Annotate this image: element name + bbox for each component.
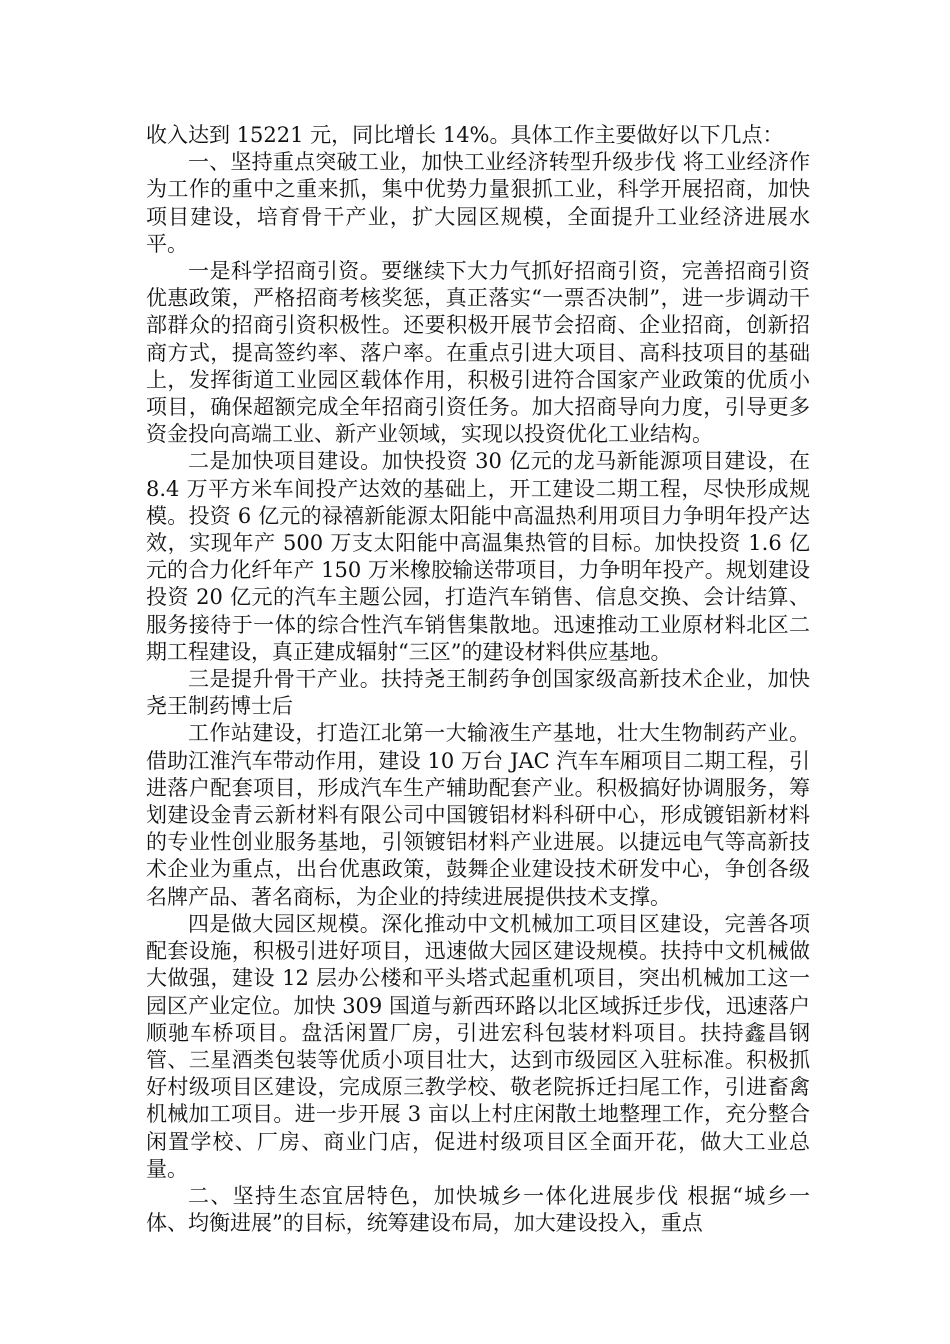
paragraph-project-construction: 二是加快项目建设。加快投资 30 亿元的龙马新能源项目建设，在 8.4 万平方米车间投产达效的基础上，开工建设二期工程，尽快形成规模。投资 6 亿元的禄禧新能源太阳能中高温热利用项目力争明年投产达效，实现年产 500 万支太阳能中高温集热管的目标。加快投资 1.6 亿元的合力化纤年产 150 万米橡胶输送带项目，力争明年投产。规划建设投资 20 亿元的汽车主题公园，打造汽车销售、信息交换、会计结算、服务接待于一体的综合性汽车销售集散地。迅速推动工业原材料北区二期工程建设，真正建成辐射“三区”的建设材料供应基地。 <box>146 449 810 664</box>
paragraph-investment-attraction: 一是科学招商引资。要继续下大力气抓好招商引资，完善招商引资优惠政策，严格招商考核奖惩，真正落实“一票否决制”，进一步调动干部群众的招商引资积极性。还要积极开展节会招商、企业招商，创新招商方式，提高签约率、落户率。在重点引进大项目、高科技项目的基础上，发挥街道工业园区载体作用，积极引进符合国家产业政策的优质小项目，确保超额完成全年招商引资任务。加大招商导向力度，引导更多资金投向高端工业、新产业领域，实现以投资优化工业结构。 <box>146 259 810 447</box>
paragraph-section-2-heading: 二、坚持生态宜居特色，加快城乡一体化进展步伐 根据“城乡一体、均衡进展”的目标，统筹建设布局，加大建设投入，重点 <box>146 1183 810 1236</box>
paragraph-income-summary: 收入达到 15221 元，同比增长 14%。具体工作主要做好以下几点： <box>146 123 784 147</box>
paragraph-park-scale: 四是做大园区规模。深化推动中文机械加工项目区建设，完善各项配套设施，积极引进好项目，迅速做大园区建设规模。扶持中文机械做大做强，建设 12 层办公楼和平头塔式起重机项目，突出机械加工这一园区产业定位。加快 309 国道与新西环路以北区域拆迁步伐，迅速落户顺驰车桥项目。盘活闲置厂房，引进宏科包装材料项目。扶持鑫昌钢管、三星酒类包装等优质小项目壮大，达到市级园区入驻标准。积极抓好村级项目区建设，完成原三教学校、敬老院拆迁扫尾工作，引进畜禽机械加工项目。进一步开展 3 亩以上村庄闲散土地整理工作，充分整合闲置学校、厂房、商业门店，促进村级项目区全面开花，做大工业总量。 <box>146 911 810 1181</box>
paragraph-workstation-construction: 工作站建设，打造江北第一大输液生产基地，壮大生物制药产业。借助江淮汽车带动作用，建设 10 万台 JAC 汽车车厢项目二期工程，引进落户配套项目，形成汽车生产辅助配套产业。积极搞好协调服务，筹划建设金青云新材料有限公司中国镀铝材料科研中心，形成镀铝新材料的专业性创业服务基地，引领镀铝材料产业进展。以捷远电气等高新技术企业为重点，出台优惠政策，鼓舞企业建设技术研发中心，争创各级名牌产品、著名商标，为企业的持续进展提供技术支撑。 <box>146 721 810 909</box>
paragraph-section-1-heading: 一、坚持重点突破工业，加快工业经济转型升级步伐 将工业经济作为工作的重中之重来抓，集中优势力量狠抓工业，科学开展招商，加快项目建设，培育骨干产业，扩大园区规模，全面提升工业经济进展水平。 <box>146 150 810 256</box>
document-body <box>146 122 810 1237</box>
paragraph-backbone-industry: 三是提升骨干产业。扶持尧王制药争创国家级高新技术企业，加快尧王制药博士后 <box>146 667 810 719</box>
